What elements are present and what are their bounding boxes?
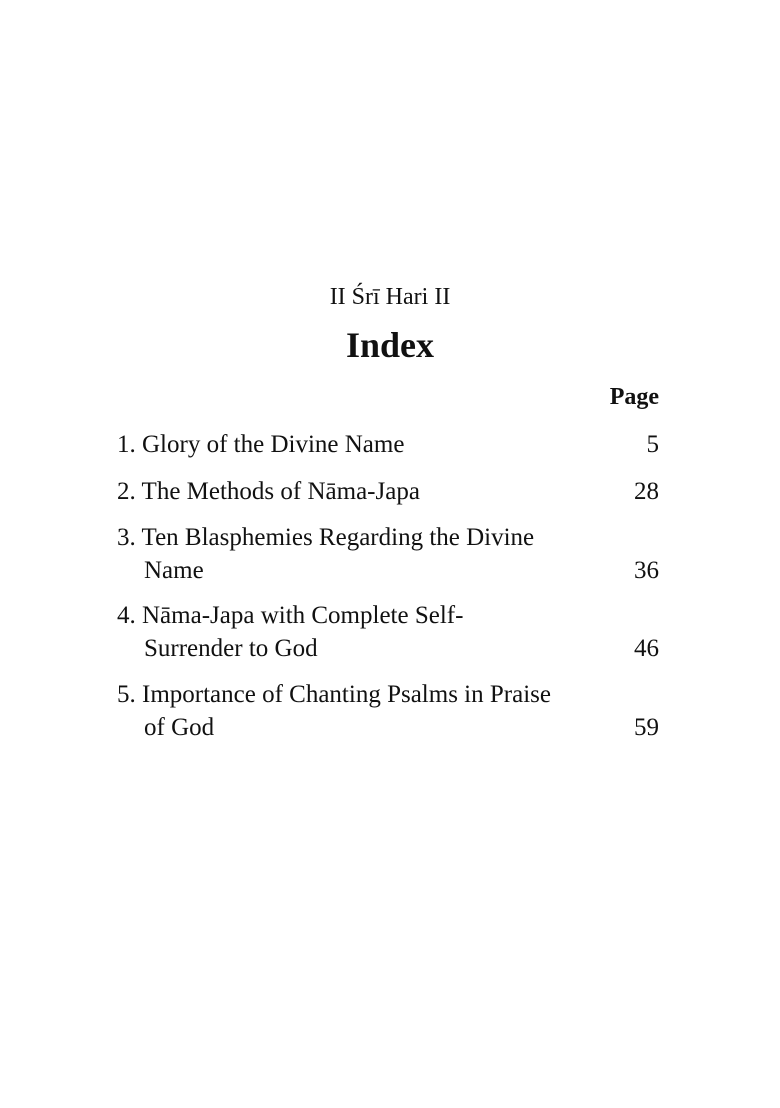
entry-label: 5. Importance of Chanting Psalms in Praise of God	[117, 681, 551, 741]
entry-page: 46	[634, 635, 659, 662]
entry-page: 28	[634, 478, 659, 505]
invocation: II Śrī Hari II	[329, 284, 451, 310]
index-entry	[117, 599, 659, 665]
entry-label: 2. The Methods of Nāma-Japa	[117, 478, 420, 505]
entry-page: 36	[634, 557, 659, 584]
index-entry	[117, 678, 659, 744]
index-entry	[117, 521, 659, 587]
entry-label: 4. Nāma-Japa with Complete Self-Surrender to God	[117, 602, 464, 662]
entry-page: 5	[646, 431, 659, 458]
index-entry	[117, 475, 659, 508]
index-entry	[117, 428, 659, 461]
page-title: Index	[345, 325, 435, 365]
page-column-header: Page	[609, 384, 659, 410]
entry-label: 3. Ten Blasphemies Regarding the Divine Name	[117, 524, 535, 584]
entry-label: 1. Glory of the Divine Name	[117, 431, 405, 458]
entry-page: 59	[634, 714, 659, 741]
